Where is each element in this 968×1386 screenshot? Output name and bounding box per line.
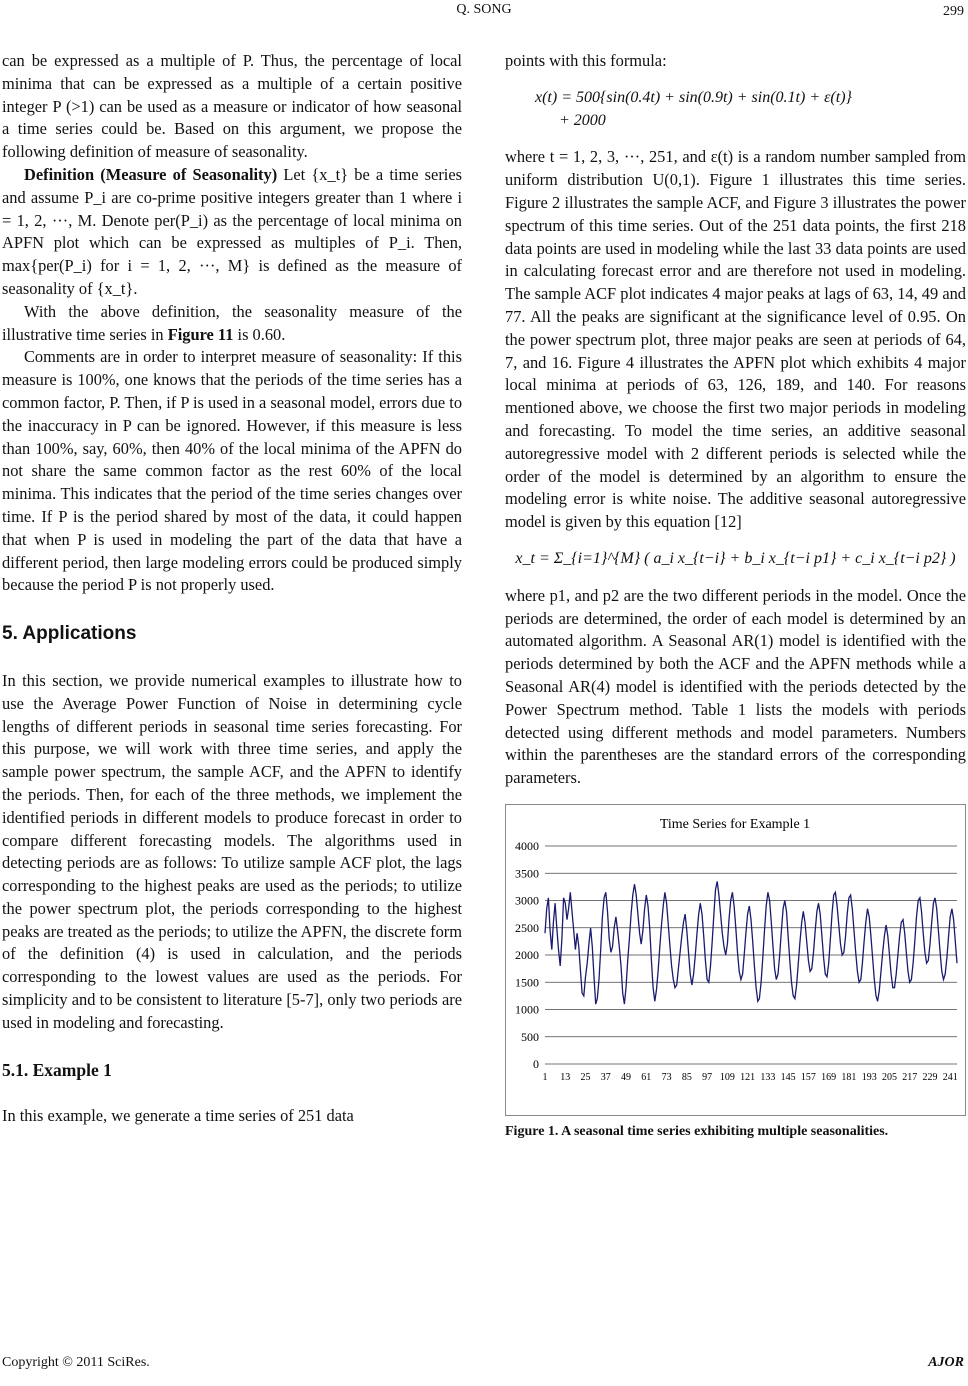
- x-tick-label: 169: [821, 1071, 837, 1083]
- x-tick-label: 37: [600, 1071, 611, 1083]
- time-series-chart: [505, 804, 966, 1116]
- paragraph: With the above definition, the seasonality measure of the illustrative time series in Figure 11 is 0.60.: [2, 301, 462, 344]
- y-tick-label: 1000: [515, 1002, 539, 1017]
- figure-1: [505, 804, 966, 1116]
- paragraph: where t = 1, 2, 3, ···, 251, and ε(t) is a random number sampled from uniform distribution U(0,1). Figure 1 illustrates this time series. Figure 2 illustrates the sample ACF, and Figure 3 illustrates the power spectrum of this time series. Out of the 251 data points, the first 218 data points are used in modeling while the last 33 data points are used in calculating forecast error and are therefore not used in modeling. The sample ACF plot indicates 4 major peaks at lags of 63, 14, 49 and 77. All the peaks are significant at the significance level of 0.95. On the power spectrum plot, three major peaks are seen at periods of 64, 7, and 16. Figure 4 illustrates the APFN plot which exhibits 4 major local minima at periods of 63, 126, 189, and 140. For reasons mentioned above, we choose the first two major periods in modeling and forecasting. To model the time series, an additive seasonal autoregressive model with 2 different periods is selected while the order of the model is determined by an algorithm to ensure the modeling error is white noise. The additive seasonal autoregressive model is given by this equation [12]: [505, 147, 966, 532]
- journal-abbrev: AJOR: [928, 1355, 964, 1370]
- x-tick-label: 145: [780, 1071, 796, 1083]
- paragraph: where p1, and p2 are the two different periods in the model. Once the periods are determined, the order of each model is determined by an automated algorithm. A Seasonal AR(1) model is identified with the periods determined by both the ACF and the APFN methods while a Seasonal AR(4) model is identified with the periods detected by the Power Spectrum method. Table 1 lists the models with periods detected using different methods and model parameters. Numbers within the parentheses are the standard errors of the corresponding parameters.: [505, 585, 966, 788]
- x-tick-label: 181: [841, 1071, 857, 1083]
- x-tick-label: 241: [942, 1071, 958, 1083]
- y-tick-label: 2000: [515, 947, 539, 962]
- x-tick-label: 61: [641, 1071, 652, 1083]
- x-tick-label: 229: [922, 1071, 938, 1083]
- y-tick-label: 4000: [515, 838, 539, 853]
- paragraph: points with this formula:: [505, 51, 667, 70]
- x-tick-label: 109: [719, 1071, 735, 1083]
- paragraph: In this example, we generate a time series of 251 data: [2, 1106, 354, 1126]
- y-tick-label: 1500: [515, 975, 539, 990]
- x-tick-label: 25: [580, 1071, 591, 1083]
- running-header: [0, 2, 968, 22]
- page-footer: [2, 1355, 966, 1371]
- page-number: 299: [943, 4, 964, 19]
- x-tick-label: 97: [702, 1071, 713, 1083]
- figure-caption: Figure 1. A seasonal time series exhibiting multiple seasonalities.: [505, 1123, 889, 1139]
- x-tick-label: 217: [902, 1071, 918, 1083]
- x-tick-label: 205: [881, 1071, 897, 1083]
- x-tick-label: 49: [621, 1071, 632, 1083]
- subsection-heading: 5.1. Example 1: [2, 1059, 112, 1080]
- x-tick-label: 73: [661, 1071, 672, 1083]
- x-tick-label: 13: [560, 1071, 571, 1083]
- y-tick-label: 500: [521, 1029, 539, 1044]
- y-tick-label: 0: [533, 1056, 539, 1071]
- copyright: Copyright © 2011 SciRes.: [2, 1355, 150, 1370]
- figure-reference: Figure 11: [167, 324, 234, 344]
- chart-frame: [506, 804, 966, 1115]
- y-tick-label: 3500: [515, 866, 539, 881]
- paragraph: can be expressed as a multiple of P. Thus, the percentage of local minima that can be expressed as a multiple of a certain positive integer P (>1) can be used as a measure or indicator of how seasonal a time series could be. Based on this argument, we propose the following definition of measure of seasonality.: [2, 51, 462, 162]
- definition-paragraph: [2, 164, 462, 301]
- paragraph: In this section, we provide numerical examples to illustrate how to use the Average Power Function of Noise in determining cycle lengths of different periods in seasonal time series forecasting. For this purpose, we will work with three time series, and apply the sample power spectrum, the sample ACF, and the APFN to identify the periods. Then, for each of the three methods, we implement the identified periods in different models to produce forecast in order to compare different forecasting models. The algorithms used in detecting periods are as follows: To utilize sample ACF plot, the lags corresponding to the highest peaks are used as the periods; to utilize the power spectrum plot, the periods corresponding to the highest peaks are treated as the periods; to utilize the APFN, the discrete form of the definition (4) is used in calculation, and the periods corresponding to the lowest values are used as the periods. For simplicity and to be consistent to literature [5-7], only two periods are used in modeling and forecasting.: [2, 670, 462, 1032]
- equation-2: x_t = Σ_{i=1}^{M} ( a_i x_{t−i} + b_i x_{t−i p1} + c_i x_{t−i p2} ): [515, 549, 956, 567]
- left-column: [2, 50, 462, 1128]
- x-tick-label: 1: [542, 1071, 548, 1083]
- paragraph: Comments are in order to interpret measure of seasonality: If this measure is 100%, one knows that the periods of the time series has a common factor, P. Then, if P is used in a seasonal model, errors due to the inaccuracy in P can be ignored. However, if this measure is less than 100%, say, 60%, then 40% of the local minima of the APFN do not share the same common factor as the rest 60% of the local minima. This indicates that the period of the time series changes over time. If P is the period shared by most of the data, it could happen that when P is used in modeling the part of the data that have a different period, then large modeling errors could be produced simply because the period P is not properly used.: [2, 347, 463, 595]
- equation-1: x(t) = 500{sin(0.4t) + sin(0.9t) + sin(0.1t) + ε(t)} + 2000: [535, 88, 852, 129]
- chart-title: Time Series for Example 1: [659, 816, 811, 832]
- definition-title: Definition (Measure of Seasonality): [24, 164, 278, 184]
- definition-text: Let {x_t} be a time series and assume P_i are co-prime positive integers greater than 1 where i = 1, 2, ···, M. Denote per(P_i) as the percentage of local minima on APFN plot which can be expressed as multiples of P_i. Then, max{per(P_i) for i = 1, 2, ···, M} is defined as the measure of seasonality of {x_t}.: [2, 164, 462, 298]
- right-column: [505, 50, 966, 1141]
- x-tick-label: 85: [681, 1071, 692, 1083]
- section-heading: 5. Applications: [2, 623, 137, 645]
- header-author: Q. SONG: [456, 2, 512, 17]
- x-tick-label: 157: [800, 1071, 816, 1083]
- x-tick-label: 193: [861, 1071, 877, 1083]
- x-tick-label: 133: [760, 1071, 776, 1083]
- y-tick-label: 2500: [515, 920, 539, 935]
- x-tick-label: 121: [740, 1071, 756, 1083]
- y-tick-label: 3000: [515, 893, 539, 908]
